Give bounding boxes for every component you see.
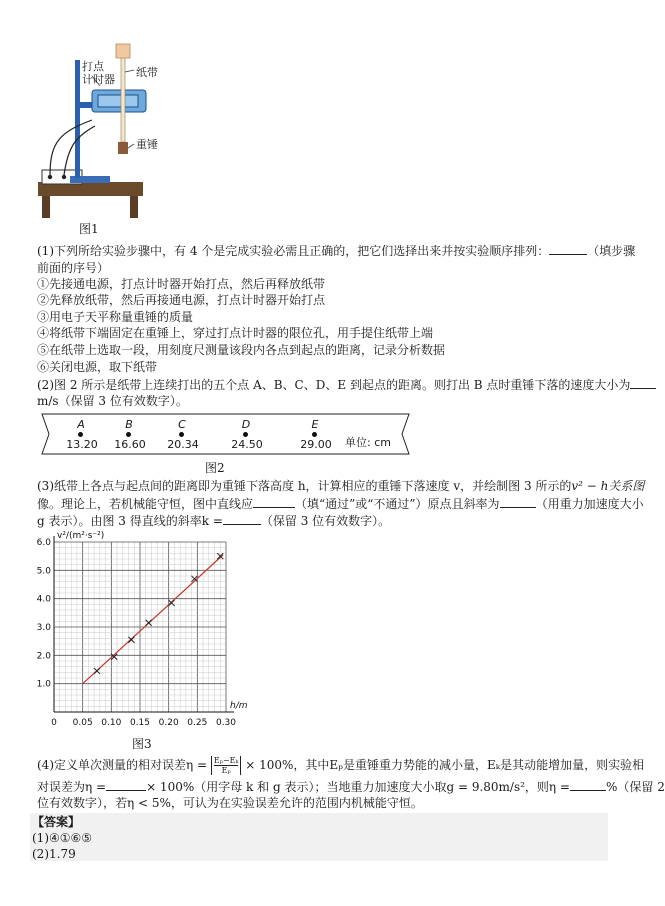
y-axis-label: v²/(m²·s⁻²)	[57, 531, 105, 541]
y-tick-label: 1.0	[36, 679, 51, 690]
tape-dot	[78, 432, 83, 437]
x-tick-label: 0.20	[158, 718, 179, 728]
tape-value: 29.00	[300, 438, 332, 451]
data-point	[94, 668, 100, 674]
label-weight: 重锤	[136, 138, 158, 151]
data-point	[146, 620, 152, 626]
x-tick-label: 0	[51, 718, 57, 728]
hand	[116, 44, 130, 58]
q1-step: ②先释放纸带，然后再接通电源，打点计时器开始打点	[37, 293, 326, 307]
y-tick-label: 3.0	[36, 623, 51, 633]
y-tick-label: 5.0	[36, 566, 51, 577]
stand-rod	[75, 60, 80, 178]
answer-section	[30, 813, 608, 861]
q4-line2: 对误差为η = × 100%（用字母 k 和 g 表示）；当地重力加速度大小取g = 9.80m/s²，则η = %（保留 2	[37, 780, 665, 794]
x-axis-label: h/m	[230, 701, 248, 711]
tape-dot	[126, 432, 131, 437]
y-tick-label: 6.0	[36, 538, 51, 548]
tape-point-label: D	[241, 418, 251, 431]
x-tick-label: 0.05	[72, 718, 93, 728]
q1-line2: 前面的序号）	[37, 261, 110, 275]
data-point	[128, 637, 134, 643]
answer-1: (1)④①⑥⑤	[32, 831, 93, 845]
q4-line3: 位有效数字），若η < 5%，可认为在实验误差允许的范围内机械能守恒。	[37, 796, 423, 810]
answer-blank[interactable]	[106, 778, 146, 791]
label-timer: 打点 计时器	[82, 60, 115, 86]
tape-value: 13.20	[66, 438, 98, 451]
fit-line	[83, 555, 223, 684]
y-tick-label: 2.0	[36, 651, 51, 662]
y-tick-label: 4.0	[36, 594, 51, 605]
q1-step: ③用电子天平称量重锤的质量	[37, 310, 194, 324]
answer-blank[interactable]	[570, 778, 606, 791]
q3-line3: g 表示）。由图 3 得直线的斜率k = （保留 3 位有效数字）。	[37, 514, 391, 528]
tape-value: 20.34	[167, 438, 199, 451]
answer-blank[interactable]	[500, 495, 536, 508]
x-tick-label: 0.10	[101, 718, 122, 728]
tape-point-label: B	[125, 418, 133, 431]
answer-blank[interactable]	[223, 512, 261, 525]
weight	[118, 142, 128, 154]
tape-dot	[243, 432, 248, 437]
tape-dot	[179, 432, 184, 437]
data-point	[169, 600, 175, 606]
table-leg	[130, 196, 138, 218]
x-tick-label: 0.15	[129, 718, 151, 728]
q1-step: ①先接通电源，打点计时器开始打点，然后再释放纸带	[37, 277, 326, 291]
q3-line1: (3)纸带上各点与起点间的距离即为重锤下落高度 h，计算相应的重锤下落速度 v，并绘制图 3 所示的v² − h关系图	[37, 479, 645, 493]
q2-line2: m/s（保留 3 位有效数字）。	[37, 394, 188, 408]
figure2-caption: 图2	[205, 461, 225, 475]
x-tick-label: 0.25	[187, 718, 208, 728]
tape-point-label: A	[77, 418, 85, 431]
answer-blank[interactable]	[549, 242, 587, 255]
q4-line1: (4)定义单次测量的相对误差η = $\frac{\text{Eₚ−Eₖ}}{\text{Eₚ}}$ × 100%，其中Eₚ是重锤重力势能的减小量，Eₖ是其动能增加量，则实验相	[37, 756, 645, 775]
figure1-caption: 图1	[79, 222, 99, 236]
v2-h-chart	[30, 528, 250, 738]
tape-value: 24.50	[231, 438, 263, 451]
tape-dot	[312, 432, 317, 437]
tape-unit: 单位: cm	[345, 436, 391, 449]
figure3-caption: 图3	[132, 737, 152, 751]
error-fraction: $\frac{\text{Eₚ−Eₖ}}{\text{Eₚ}}$	[211, 756, 242, 775]
answer-2: (2)1.79	[32, 847, 76, 861]
answer-blank[interactable]	[253, 495, 295, 508]
x-tick-label: 0.30	[215, 718, 237, 728]
tape-point-label: E	[311, 418, 319, 431]
tape-value: 16.60	[114, 438, 146, 451]
answer-header: 【答案】	[32, 815, 81, 829]
paper-tape	[121, 50, 125, 142]
tape-point-label: C	[178, 418, 186, 431]
q1-step: ④将纸带下端固定在重锤上，穿过打点计时器的限位孔，用手提住纸带上端	[37, 326, 434, 340]
label-tape: 纸带	[136, 66, 158, 79]
q3-line2: 像。理论上，若机械能守恒，图中直线应 （填“通过”或“不通过”）原点且斜率为 （用重力加速度大小	[37, 497, 644, 511]
q2-line1: (2)图 2 所示是纸带上连续打出的五个点 A、B、C、D、E 到起点的距离。则打出 B 点时重锤下落的速度大小为	[37, 376, 656, 393]
apparatus-figure	[30, 42, 210, 222]
q1-line1: (1)下列所给实验步骤中，有 4 个是完成实验必需且正确的，把它们选择出来并按实验顺序排列： （填步骤	[37, 244, 636, 258]
q1-step: ⑥关闭电源，取下纸带	[37, 360, 158, 374]
table-leg	[42, 196, 50, 218]
q1-step: ⑤在纸带上选取一段，用刻度尺测量该段内各点到起点的距离，记录分析数据	[37, 343, 446, 357]
answer-blank[interactable]	[630, 376, 656, 389]
